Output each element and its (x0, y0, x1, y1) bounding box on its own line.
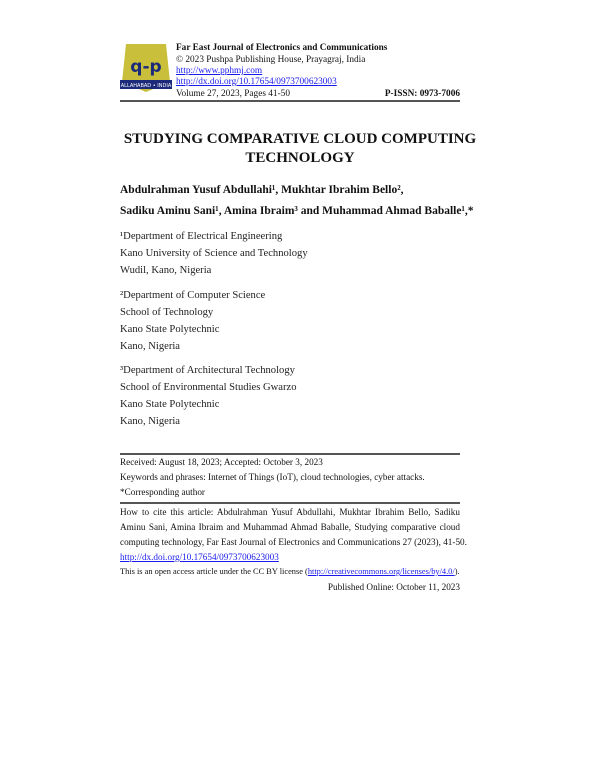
authors-line-1: Abdulrahman Yusuf Abdullahi¹, Mukhtar Ibrahim Bello², (120, 184, 404, 196)
footer-rule (120, 453, 460, 455)
svg-text:ALLAHABAD • INDIA: ALLAHABAD • INDIA (120, 83, 172, 89)
affiliation-1-line: ¹Department of Electrical Engineering (120, 231, 283, 242)
license-note (120, 567, 460, 576)
citation-doi-link[interactable]: http://dx.doi.org/10.17654/0973700623003 (120, 552, 279, 562)
cite-rule (120, 502, 460, 504)
citation-line: How to cite this article: Abdulrahman Yusuf Abdullahi, Mukhtar Ibrahim Bello, Sadiku (120, 507, 460, 517)
affiliation-3-line: School of Environmental Studies Gwarzo (120, 382, 297, 393)
affiliation-3-line: Kano State Polytechnic (120, 399, 220, 410)
affiliation-2-line: Kano, Nigeria (120, 341, 181, 352)
affiliation-1-line: Wudil, Kano, Nigeria (120, 265, 212, 276)
title-line-1: STUDYING COMPARATIVE CLOUD COMPUTING (123, 131, 477, 147)
citation-line: Aminu Sani, Amina Ibraim and Muhammad Ahmad Baballe, Studying comparative cloud (120, 522, 460, 532)
published-date: Published Online: October 11, 2023 (327, 582, 460, 592)
license-text-end: ). (454, 567, 460, 576)
header-rule (120, 100, 460, 102)
svg-text:q-p: q-p (130, 57, 162, 77)
authors-line-2: Sadiku Aminu Sani¹, Amina Ibraim³ and Muhammad Ahmad Baballe¹,* (120, 205, 474, 217)
publisher-logo (120, 42, 172, 94)
journal-name: Far East Journal of Electronics and Communications (176, 43, 388, 53)
affiliation-2-line: ²Department of Computer Science (120, 290, 266, 301)
affiliation-1-line: Kano University of Science and Technology (120, 248, 308, 259)
license-text: This is an open access article under the CC BY license ( (120, 567, 308, 576)
title-line-2: TECHNOLOGY (245, 150, 355, 166)
doi-link[interactable]: http://dx.doi.org/10.17654/0973700623003 (176, 77, 337, 87)
citation-line: computing technology, Far East Journal of Electronics and Communications 27 (2023), 41-50. (120, 537, 467, 547)
received-dates: Received: August 18, 2023; Accepted: October 3, 2023 (120, 457, 323, 467)
volume-info: Volume 27, 2023, Pages 41-50 (176, 89, 290, 99)
affiliation-2-line: School of Technology (120, 307, 214, 318)
license-link[interactable]: http://creativecommons.org/licenses/by/4.0/ (307, 567, 455, 576)
copyright: © 2023 Pushpa Publishing House, Prayagraj, India (176, 55, 366, 65)
keywords: Keywords and phrases: Internet of Things (IoT), cloud technologies, cyber attacks. (120, 472, 425, 482)
affiliation-2-line: Kano State Polytechnic (120, 324, 220, 335)
affiliation-3-line: Kano, Nigeria (120, 416, 181, 427)
issn: P-ISSN: 0973-7006 (384, 89, 460, 99)
affiliation-3-line: ³Department of Architectural Technology (120, 365, 295, 376)
corresponding-author-note: *Corresponding author (120, 487, 205, 497)
journal-url-link[interactable]: http://www.pphmj.com (176, 66, 263, 76)
